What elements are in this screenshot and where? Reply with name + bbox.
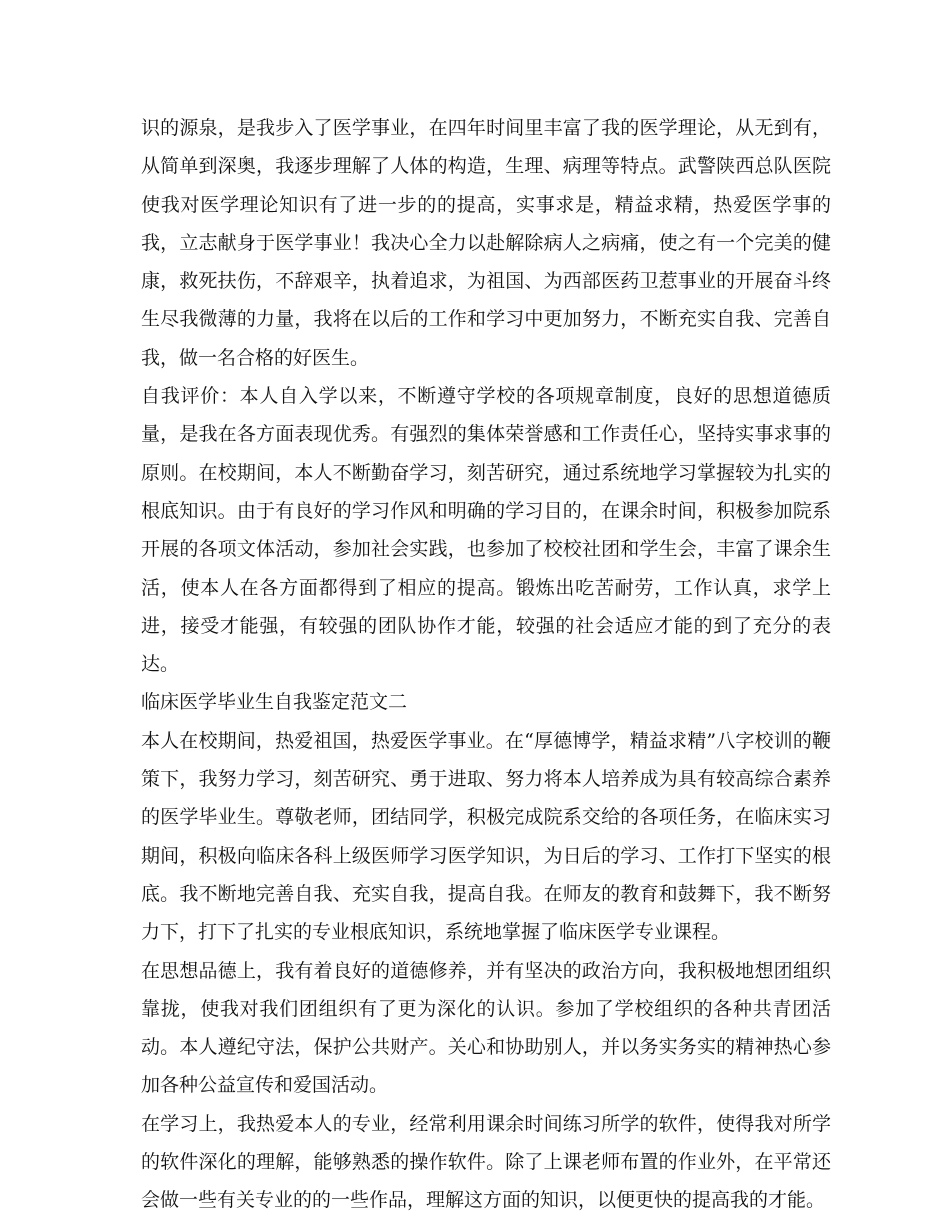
- paragraph-medical-career: 识的源泉，是我步入了医学事业，在四年时间里丰富了我的医学理论，从无到有，从简单到深奥，我逐步理解了人体的构造，生理、病理等特点。武警陕西总队医院使我对医学理论知识有了进一步的的提高，实事求是，精益求精，热爱医学事的我，立志献身于医学事业！我决心全力以赴解除病人之病痛，使之有一个完美的健康，救死扶伤，不辞艰辛，执着追求，为祖国、为西部医药卫惹事业的开展奋斗终生尽我微薄的力量，我将在以后的工作和学习中更加努力，不断充实自我、完善自我，做一名合格的好医生。: [141, 117, 831, 369]
- paragraph-ideology-morality: 在思想品德上，我有着良好的道德修养，并有坚决的政治方向，我积极地想团组织靠拢，使我对我们团组织有了更为深化的认识。参加了学校组织的各种共青团活动。本人遵纪守法，保护公共财产。关心和协助别人，并以务实务实的精神热心参加各种公益宣传和爱国活动。: [141, 959, 831, 1097]
- section-heading: 临床医学毕业生自我鉴定范文二: [141, 691, 408, 714]
- document-body: [141, 109, 831, 1220]
- paragraph-school-period: 本人在校期间，热爱祖国，热爱医学事业。在“厚德博学，精益求精”八字校训的鞭策下，我努力学习，刻苦研究、勇于进取、努力将本人培养成为具有较高综合素养的医学毕业生。尊敬老师，团结同学，积极完成院系交给的各项任务，在临床实习期间，积极向临床各科上级医师学习医学知识，为日后的学习、工作打下坚实的根底。我不断地完善自我、充实自我，提高自我。在师友的教育和鼓舞下，我不断努力下，打下了扎实的专业根底知识，系统地掌握了临床医学专业课程。: [141, 729, 831, 944]
- paragraph-self-evaluation: 自我评价：本人自入学以来，不断遵守学校的各项规章制度，良好的思想道德质量，是我在各方面表现优秀。有强烈的集体荣誉感和工作责任心，坚持实事求事的原则。在校期间，本人不断勤奋学习，刻苦研究，通过系统地学习掌握较为扎实的根底知识。由于有良好的学习作风和明确的学习目的，在课余时间，积极参加院系开展的各项文体活动，参加社会实践，也参加了校校社团和学生会，丰富了课余生活，使本人在各方面都得到了相应的提高。锻炼出吃苦耐劳，工作认真，求学上进，接受才能强，有较强的团队协作才能，较强的社会适应才能的到了充分的表达。: [141, 385, 831, 676]
- paragraph-study: 在学习上，我热爱本人的专业，经常利用课余时间练习所学的软件，使得我对所学的软件深化的理解，能够熟悉的操作软件。除了上课老师布置的作业外，在平常还会做一些有关专业的的一些作品，理解这方面的知识，以便更快的提高我的才能。: [141, 1112, 831, 1212]
